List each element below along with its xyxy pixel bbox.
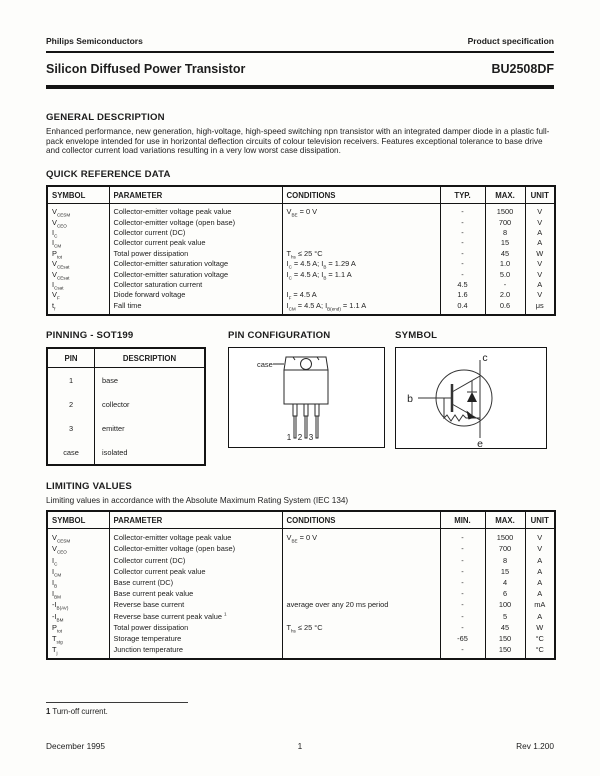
unit-cell: A — [525, 588, 555, 599]
conditions-cell: $I_C = 4.5$ A; $I_B = 1.29$ A — [282, 259, 440, 269]
symbol-cell: $I_B$ — [47, 577, 109, 588]
parameter-cell: Diode forward voltage — [109, 290, 282, 300]
max-cell: 100 — [485, 599, 525, 610]
symbol-cell: $V_{CESM}$ — [47, 204, 109, 218]
min-cell: - — [440, 644, 485, 659]
parameter-cell: Storage temperature — [109, 633, 282, 644]
max-cell: 0.6 — [485, 301, 525, 315]
pinning-heading: PINNING - SOT199 — [46, 330, 134, 342]
pin-1-label: 1 — [286, 433, 292, 443]
general-description-text: Enhanced performance, new generation, high-voltage, high-speed switching npn transistor with an integrated damper diode in a plastic full-pack envelope intended for use in horizontal deflection circuits of colour television receivers. Features exceptional tolerance to base drive and collector current load variations resulting in a very low worst case dissipation. — [46, 127, 550, 156]
col-max: MAX. — [485, 186, 525, 204]
typ-cell: - — [440, 204, 485, 218]
conditions-cell — [282, 633, 440, 644]
symbol-block — [395, 330, 547, 449]
limiting-values-section — [46, 481, 554, 660]
parameter-cell: Total power dissipation — [109, 622, 282, 633]
limiting-values-subtitle: Limiting values in accordance with the Absolute Maximum Rating System (IEC 134) — [46, 496, 349, 506]
table-header-row — [47, 186, 555, 204]
col-pin: PIN — [47, 348, 95, 368]
symbol-cell: $T_j$ — [47, 644, 109, 659]
table-row — [47, 238, 555, 248]
symbol-cell: $V_{CEO}$ — [47, 218, 109, 228]
max-cell: 1500 — [485, 204, 525, 218]
conditions-cell — [282, 588, 440, 599]
symbol-cell: $I_{BM}$ — [47, 588, 109, 599]
unit-cell: °C — [525, 633, 555, 644]
parameter-cell: Junction temperature — [109, 644, 282, 659]
max-cell: 1.0 — [485, 259, 525, 269]
pin-configuration-heading: PIN CONFIGURATION — [228, 330, 331, 342]
symbol-cell: $-I_{BM}$ — [47, 611, 109, 622]
max-cell: 4 — [485, 577, 525, 588]
unit-cell: A — [525, 280, 555, 290]
table-row — [47, 440, 205, 465]
symbol-cell: $P_{tot}$ — [47, 622, 109, 633]
conditions-cell: $T_{hs} \le 25$ °C — [282, 249, 440, 259]
conditions-cell: $I_{CM} = 4.5$ A; $I_{B(end)} = 1.1$ A — [282, 301, 440, 315]
min-cell: - — [440, 622, 485, 633]
conditions-cell — [282, 644, 440, 659]
conditions-cell — [282, 218, 440, 228]
unit-cell: °C — [525, 644, 555, 659]
limiting-values-table — [46, 510, 556, 660]
description-cell: emitter — [95, 416, 206, 440]
title-bar — [46, 62, 554, 76]
table-header-row — [47, 511, 555, 529]
footer-date: December 1995 — [46, 741, 106, 751]
typ-cell: 4.5 — [440, 280, 485, 290]
case-label: case — [257, 360, 273, 370]
page-header — [46, 0, 554, 46]
unit-cell: W — [525, 622, 555, 633]
emitter-label: e — [477, 438, 483, 449]
col-parameter: PARAMETER — [109, 511, 282, 529]
footnote-text — [46, 707, 188, 716]
conditions-cell: $I_C = 4.5$ A; $I_B = 1.1$ A — [282, 270, 440, 280]
max-cell: 700 — [485, 543, 525, 554]
pin-3-label: 3 — [308, 433, 314, 443]
parameter-cell: Collector-emitter voltage peak value — [109, 529, 282, 544]
typ-cell: - — [440, 228, 485, 238]
min-cell: - — [440, 529, 485, 544]
symbol-cell: $I_C$ — [47, 555, 109, 566]
unit-cell: V — [525, 529, 555, 544]
pin-cell: case — [63, 447, 79, 457]
max-cell: 8 — [485, 555, 525, 566]
symbol-cell: $P_{tot}$ — [47, 249, 109, 259]
symbol-cell: $I_{Csat}$ — [47, 280, 109, 290]
col-unit: UNIT — [525, 186, 555, 204]
parameter-cell: Collector-emitter voltage (open base) — [109, 218, 282, 228]
unit-cell: μs — [525, 301, 555, 315]
typ-cell: - — [440, 249, 485, 259]
unit-cell: V — [525, 259, 555, 269]
col-parameter: PARAMETER — [109, 186, 282, 204]
table-row — [47, 577, 555, 588]
min-cell: - — [440, 611, 485, 622]
transistor-symbol-icon — [396, 348, 545, 448]
max-cell: 150 — [485, 633, 525, 644]
general-description-heading: GENERAL DESCRIPTION — [46, 112, 165, 123]
min-cell: - — [440, 566, 485, 577]
footnote — [46, 702, 188, 716]
conditions-cell — [282, 228, 440, 238]
symbol-cell: $T_{stg}$ — [47, 633, 109, 644]
table-row — [47, 218, 555, 228]
max-cell: 15 — [485, 566, 525, 577]
page-title: Silicon Diffused Power Transistor — [46, 62, 246, 76]
parameter-cell: Collector current (DC) — [109, 228, 282, 238]
table-row — [47, 599, 555, 610]
parameter-cell: Collector current peak value — [109, 238, 282, 248]
parameter-cell: Reverse base current peak value $^1$ — [109, 611, 282, 622]
parameter-cell: Collector saturation current — [109, 280, 282, 290]
max-cell: 8 — [485, 228, 525, 238]
unit-cell: A — [525, 228, 555, 238]
unit-cell: V — [525, 543, 555, 554]
table-header-row — [47, 348, 205, 368]
base-label: b — [407, 393, 413, 406]
typ-cell: 0.4 — [440, 301, 485, 315]
unit-cell: V — [525, 270, 555, 280]
unit-cell: A — [525, 555, 555, 566]
unit-cell: V — [525, 218, 555, 228]
conditions-cell — [282, 280, 440, 290]
pinning-block — [46, 330, 206, 466]
description-cell: collector — [95, 392, 206, 416]
symbol-heading: SYMBOL — [395, 330, 438, 342]
parameter-cell: Total power dissipation — [109, 249, 282, 259]
table-row — [47, 204, 555, 218]
col-symbol: SYMBOL — [47, 186, 109, 204]
min-cell: - — [440, 555, 485, 566]
quick-reference-table — [46, 185, 556, 316]
symbol-cell: $I_{CM}$ — [47, 238, 109, 248]
pin-2-label: 2 — [297, 433, 303, 443]
min-cell: - — [440, 577, 485, 588]
header-rule-thin — [46, 51, 554, 53]
symbol-cell: $t_f$ — [47, 301, 109, 315]
parameter-cell: Base current peak value — [109, 588, 282, 599]
pinning-table — [46, 347, 206, 466]
unit-cell: A — [525, 611, 555, 622]
table-row — [47, 543, 555, 554]
quick-reference-heading: QUICK REFERENCE DATA — [46, 169, 171, 181]
pin-configuration-block — [228, 330, 385, 448]
table-row — [47, 280, 555, 290]
description-cell: base — [95, 368, 206, 393]
max-cell: 5 — [485, 611, 525, 622]
max-cell: 45 — [485, 249, 525, 259]
table-row — [47, 301, 555, 315]
header-rule-thick — [46, 85, 554, 89]
max-cell: - — [485, 280, 525, 290]
parameter-cell: Collector-emitter voltage peak value — [109, 204, 282, 218]
max-cell: 1500 — [485, 529, 525, 544]
pin-cell: 1 — [68, 375, 74, 385]
table-row — [47, 249, 555, 259]
conditions-cell: average over any 20 ms period — [282, 599, 440, 610]
footnote-rule — [46, 702, 188, 703]
table-row — [47, 259, 555, 269]
conditions-cell — [282, 543, 440, 554]
symbol-cell: $V_F$ — [47, 290, 109, 300]
table-row — [47, 622, 555, 633]
conditions-cell: $V_{BE} = 0$ V — [282, 529, 440, 544]
table-row — [47, 633, 555, 644]
typ-cell: 1.6 — [440, 290, 485, 300]
parameter-cell: Reverse base current — [109, 599, 282, 610]
symbol-cell: $V_{CEO}$ — [47, 543, 109, 554]
col-typ: TYP. — [440, 186, 485, 204]
parameter-cell: Collector current (DC) — [109, 555, 282, 566]
table-row — [47, 368, 205, 393]
table-row — [47, 611, 555, 622]
max-cell: 6 — [485, 588, 525, 599]
quick-reference-section — [46, 169, 554, 316]
footnote-marker: 1 — [46, 707, 51, 716]
footnote-body: Turn-off current. — [52, 707, 108, 716]
general-description-section — [46, 112, 554, 156]
min-cell: -65 — [440, 633, 485, 644]
typ-cell: - — [440, 218, 485, 228]
unit-cell: V — [525, 290, 555, 300]
min-cell: - — [440, 599, 485, 610]
symbol-cell: $V_{CESM}$ — [47, 529, 109, 544]
typ-cell: - — [440, 238, 485, 248]
table-row — [47, 290, 555, 300]
conditions-cell — [282, 577, 440, 588]
parameter-cell: Collector-emitter saturation voltage — [109, 259, 282, 269]
max-cell: 5.0 — [485, 270, 525, 280]
conditions-cell — [282, 555, 440, 566]
parameter-cell: Fall time — [109, 301, 282, 315]
unit-cell: mA — [525, 599, 555, 610]
col-symbol: SYMBOL — [47, 511, 109, 529]
table-row — [47, 555, 555, 566]
table-row — [47, 588, 555, 599]
table-row — [47, 529, 555, 544]
manufacturer-name: Philips Semiconductors — [46, 36, 143, 46]
unit-cell: A — [525, 577, 555, 588]
symbol-figure — [395, 347, 547, 449]
parameter-cell: Base current (DC) — [109, 577, 282, 588]
package-drawing-icon — [229, 348, 383, 447]
table-row — [47, 566, 555, 577]
symbol-cell: $I_C$ — [47, 228, 109, 238]
col-min: MIN. — [440, 511, 485, 529]
col-unit: UNIT — [525, 511, 555, 529]
max-cell: 45 — [485, 622, 525, 633]
pin-cell: 3 — [68, 423, 74, 433]
typ-cell: - — [440, 259, 485, 269]
table-row — [47, 392, 205, 416]
unit-cell: A — [525, 238, 555, 248]
footer-revision: Rev 1.200 — [516, 741, 554, 751]
spec-type-label: Product specification — [467, 36, 554, 46]
pin-cell: 2 — [68, 399, 74, 409]
unit-cell: W — [525, 249, 555, 259]
symbol-cell: $V_{CEsat}$ — [47, 259, 109, 269]
conditions-cell — [282, 566, 440, 577]
description-cell: isolated — [95, 440, 206, 465]
footer-page-number: 1 — [297, 741, 303, 751]
min-cell: - — [440, 543, 485, 554]
table-row — [47, 644, 555, 659]
conditions-cell — [282, 238, 440, 248]
package-section — [46, 330, 554, 466]
max-cell: 700 — [485, 218, 525, 228]
table-row — [47, 228, 555, 238]
unit-cell: A — [525, 566, 555, 577]
typ-cell: - — [440, 270, 485, 280]
max-cell: 15 — [485, 238, 525, 248]
parameter-cell: Collector-emitter saturation voltage — [109, 270, 282, 280]
parameter-cell: Collector current peak value — [109, 566, 282, 577]
max-cell: 150 — [485, 644, 525, 659]
min-cell: - — [440, 588, 485, 599]
page-footer — [46, 741, 554, 751]
symbol-cell: $V_{CEsat}$ — [47, 270, 109, 280]
conditions-cell — [282, 611, 440, 622]
part-number: BU2508DF — [491, 62, 554, 76]
symbol-cell: $-I_{B(AV)}$ — [47, 599, 109, 610]
pin-configuration-figure — [228, 347, 385, 448]
col-description: DESCRIPTION — [95, 348, 206, 368]
conditions-cell: $V_{BE} = 0$ V — [282, 204, 440, 218]
collector-label: c — [482, 352, 488, 365]
max-cell: 2.0 — [485, 290, 525, 300]
table-row — [47, 270, 555, 280]
symbol-cell: $I_{CM}$ — [47, 566, 109, 577]
conditions-cell: $I_F = 4.5$ A — [282, 290, 440, 300]
table-row — [47, 416, 205, 440]
conditions-cell: $T_{hs} \le 25$ °C — [282, 622, 440, 633]
parameter-cell: Collector-emitter voltage (open base) — [109, 543, 282, 554]
col-conditions: CONDITIONS — [282, 186, 440, 204]
col-conditions: CONDITIONS — [282, 511, 440, 529]
unit-cell: V — [525, 204, 555, 218]
limiting-values-heading: LIMITING VALUES — [46, 481, 132, 493]
col-max: MAX. — [485, 511, 525, 529]
